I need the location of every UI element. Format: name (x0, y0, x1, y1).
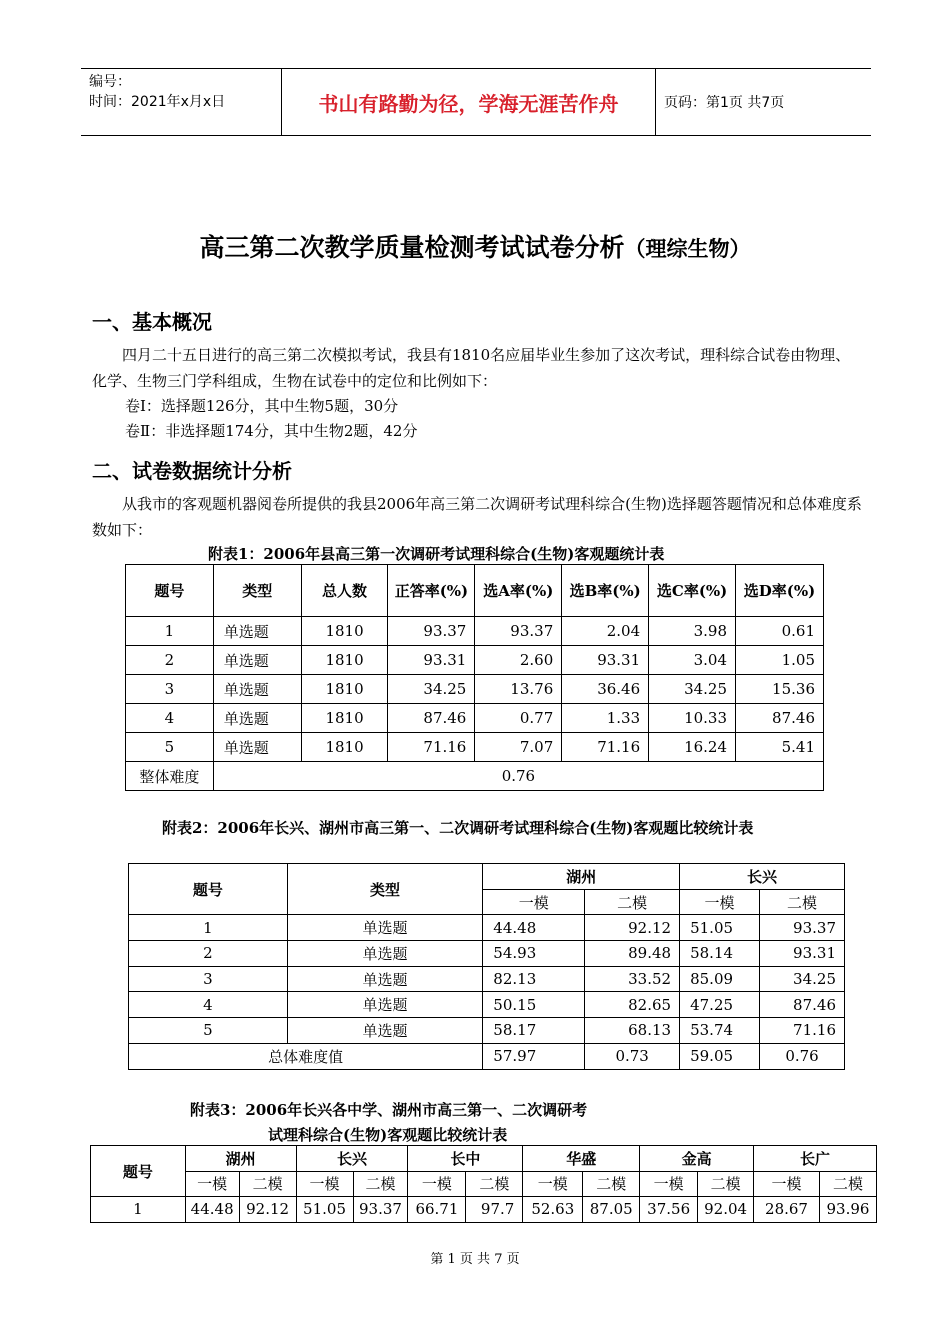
table-cell: 单选题 (287, 966, 483, 992)
table-cell: 5 (126, 733, 214, 762)
header-page-info: 页码：第1页 共7页 (664, 95, 785, 111)
table-cell: 54.93 (483, 941, 585, 967)
table-cell: 0.61 (736, 617, 824, 646)
table3-subheader: 二模 (239, 1171, 296, 1197)
table2-caption: 附表2：2006年长兴、湖州市高三第一、二次调研考试理科综合(生物)客观题比较统计表 (162, 819, 754, 837)
table-cell: 93.31 (562, 646, 649, 675)
table2-group-changxing: 长兴 (680, 864, 845, 890)
table3-group: 长兴 (296, 1146, 408, 1172)
table-cell: 13.76 (475, 675, 562, 704)
table-cell: 93.37 (353, 1197, 408, 1223)
table3-group: 金高 (640, 1146, 754, 1172)
table-cell: 71.16 (388, 733, 475, 762)
table-cell: 36.46 (562, 675, 649, 704)
table-row (129, 1018, 845, 1044)
table-cell: 0.76 (760, 1043, 845, 1069)
table-cell: 33.52 (585, 966, 680, 992)
table1-header-cell: 选A率(%) (475, 565, 562, 617)
table1-overall-row (126, 762, 824, 791)
table-row (129, 992, 845, 1018)
table-cell: 3.98 (649, 617, 736, 646)
table-cell: 1810 (301, 704, 388, 733)
table-cell: 66.71 (408, 1197, 466, 1223)
table-cell: 1 (126, 617, 214, 646)
table-cell: 3 (129, 966, 288, 992)
table-row (129, 941, 845, 967)
table-cell: 单选题 (287, 1018, 483, 1044)
page-footer: 第 1 页 共 7 页 (430, 1252, 520, 1267)
table-cell: 3.04 (649, 646, 736, 675)
section1-paragraph: 四月二十五日进行的高三第二次模拟考试，我县有1810名应届毕业生参加了这次考试，理科综合试卷由物理、化学、生物三门学科组成，生物在试卷中的定位和比例如下： (92, 346, 851, 390)
header-motto: 书山有路勤为径，学海无涯苦作舟 (282, 69, 656, 135)
table-cell: 87.46 (760, 992, 845, 1018)
table-cell: 47.25 (680, 992, 760, 1018)
table2-header-type: 类型 (287, 864, 483, 915)
title-main: 高三第二次教学质量检测考试试卷分析 (199, 233, 625, 262)
table-cell: 5 (129, 1018, 288, 1044)
section2-heading: 二、试卷数据统计分析 (92, 459, 292, 483)
table-cell: 59.05 (680, 1043, 760, 1069)
table3-subheader: 一模 (185, 1171, 239, 1197)
table-cell: 93.96 (819, 1197, 876, 1223)
table-cell: 57.97 (483, 1043, 585, 1069)
table-cell: 87.05 (583, 1197, 640, 1223)
header-meta (81, 69, 282, 135)
section1-line2: 卷Ⅱ：非选择题174分，其中生物2题，42分 (125, 422, 418, 440)
table-cell: 58.17 (483, 1018, 585, 1044)
table-cell: 单选题 (287, 915, 483, 941)
table3-subheader: 二模 (698, 1171, 754, 1197)
title-sub: （理综生物） (624, 237, 751, 261)
table-cell: 2.60 (475, 646, 562, 675)
table-cell: 92.12 (585, 915, 680, 941)
table-cell: 2 (126, 646, 214, 675)
table-cell: 2 (129, 941, 288, 967)
table-cell: 15.36 (736, 675, 824, 704)
table3-caption-line2: 试理科综合(生物)客观题比较统计表 (268, 1126, 508, 1144)
table3-caption-line1: 附表3：2006年长兴各中学、湖州市高三第一、二次调研考 (190, 1101, 588, 1119)
table-row (126, 733, 824, 762)
table1-caption: 附表1：2006年县高三第一次调研考试理科综合(生物)客观题统计表 (208, 545, 665, 563)
table-row (129, 915, 845, 941)
table3-header-row (91, 1146, 877, 1172)
table-cell: 50.15 (483, 992, 585, 1018)
table-cell: 51.05 (680, 915, 760, 941)
table-cell: 87.46 (736, 704, 824, 733)
table-cell: 单选题 (287, 992, 483, 1018)
table-cell: 1.33 (562, 704, 649, 733)
table-cell: 单选题 (213, 704, 301, 733)
table-cell: 1.05 (736, 646, 824, 675)
table3 (90, 1145, 877, 1223)
table-row (91, 1197, 877, 1223)
table3-header-num: 题号 (91, 1146, 186, 1197)
document-header (81, 68, 871, 136)
table-cell: 1810 (301, 733, 388, 762)
table3-group: 长广 (754, 1146, 877, 1172)
table-row (126, 617, 824, 646)
table-cell: 34.25 (388, 675, 475, 704)
table-cell: 92.12 (239, 1197, 296, 1223)
table-cell: 2.04 (562, 617, 649, 646)
table-cell: 5.41 (736, 733, 824, 762)
table2 (128, 863, 845, 1070)
table-cell: 1810 (301, 646, 388, 675)
table-cell: 89.48 (585, 941, 680, 967)
table1 (125, 564, 824, 791)
table-cell: 0.73 (585, 1043, 680, 1069)
table-cell: 93.31 (388, 646, 475, 675)
table-cell: 44.48 (483, 915, 585, 941)
table2-header-num: 题号 (129, 864, 288, 915)
table-cell: 4 (129, 992, 288, 1018)
table-cell: 58.14 (680, 941, 760, 967)
table2-header-row (129, 864, 845, 890)
table3-subheader: 一模 (754, 1171, 820, 1197)
table3-subheader: 一模 (296, 1171, 353, 1197)
section1-heading: 一、基本概况 (92, 310, 212, 334)
table3-subheader: 二模 (466, 1171, 523, 1197)
table1-header-cell: 类型 (213, 565, 301, 617)
section2-paragraph: 从我市的客观题机器阅卷所提供的我县2006年高三第二次调研考试理科综合(生物)选择题答题情况和总体难度系数如下： (92, 495, 862, 539)
table-row (126, 646, 824, 675)
table-cell: 44.48 (185, 1197, 239, 1223)
table-cell: 93.37 (760, 915, 845, 941)
table1-overall-value: 0.76 (213, 762, 823, 791)
table-cell: 1 (129, 915, 288, 941)
table1-header-row (126, 565, 824, 617)
header-number-label: 编号： (89, 74, 131, 90)
table-cell: 28.67 (754, 1197, 820, 1223)
table-cell: 97.7 (466, 1197, 523, 1223)
table-cell: 7.07 (475, 733, 562, 762)
table3-subheader: 二模 (353, 1171, 408, 1197)
table-row (129, 966, 845, 992)
table-cell: 68.13 (585, 1018, 680, 1044)
table2-overall-row (129, 1043, 845, 1069)
table-cell: 34.25 (760, 966, 845, 992)
table-cell: 71.16 (760, 1018, 845, 1044)
table2-overall-label: 总体难度值 (129, 1043, 483, 1069)
table-cell: 10.33 (649, 704, 736, 733)
table2-subheader: 一模 (483, 889, 585, 915)
table3-group: 华盛 (523, 1146, 640, 1172)
table-cell: 93.37 (388, 617, 475, 646)
table-cell: 单选题 (213, 646, 301, 675)
table2-subheader: 二模 (585, 889, 680, 915)
table-row (126, 704, 824, 733)
table-cell: 单选题 (287, 941, 483, 967)
table-cell: 92.04 (698, 1197, 754, 1223)
table-cell: 单选题 (213, 733, 301, 762)
table1-header-cell: 选C率(%) (649, 565, 736, 617)
table1-header-cell: 正答率(%) (388, 565, 475, 617)
table-cell: 93.37 (475, 617, 562, 646)
table-cell: 71.16 (562, 733, 649, 762)
table-cell: 3 (126, 675, 214, 704)
table2-subheader: 二模 (760, 889, 845, 915)
table-cell: 34.25 (649, 675, 736, 704)
table3-group: 湖州 (185, 1146, 296, 1172)
table-cell: 单选题 (213, 675, 301, 704)
table1-header-cell: 总人数 (301, 565, 388, 617)
table-cell: 37.56 (640, 1197, 698, 1223)
table-row (126, 675, 824, 704)
table2-subheader: 一模 (680, 889, 760, 915)
page-title (0, 228, 950, 264)
table-cell: 1810 (301, 617, 388, 646)
table1-header-cell: 题号 (126, 565, 214, 617)
table-cell: 0.77 (475, 704, 562, 733)
table-cell: 85.09 (680, 966, 760, 992)
table-cell: 16.24 (649, 733, 736, 762)
table3-subheader: 一模 (408, 1171, 466, 1197)
table-cell: 87.46 (388, 704, 475, 733)
table3-subheader-row (91, 1171, 877, 1197)
table1-overall-label: 整体难度 (126, 762, 214, 791)
table-cell: 82.65 (585, 992, 680, 1018)
table-cell: 单选题 (213, 617, 301, 646)
table3-subheader: 二模 (583, 1171, 640, 1197)
table-cell: 51.05 (296, 1197, 353, 1223)
table1-header-cell: 选D率(%) (736, 565, 824, 617)
table-cell: 1810 (301, 675, 388, 704)
table3-subheader: 一模 (640, 1171, 698, 1197)
table3-subheader: 二模 (819, 1171, 876, 1197)
table-cell: 4 (126, 704, 214, 733)
header-date-label: 时间：2021年x月x日 (89, 94, 226, 110)
table3-subheader: 一模 (523, 1171, 583, 1197)
section1-line1: 卷Ⅰ：选择题126分，其中生物5题，30分 (125, 397, 399, 415)
table-cell: 93.31 (760, 941, 845, 967)
table-cell: 82.13 (483, 966, 585, 992)
table-cell: 1 (91, 1197, 186, 1223)
table-cell: 52.63 (523, 1197, 583, 1223)
table2-group-huzhou: 湖州 (483, 864, 680, 890)
table1-header-cell: 选B率(%) (562, 565, 649, 617)
table-cell: 53.74 (680, 1018, 760, 1044)
table3-group: 长中 (408, 1146, 523, 1172)
